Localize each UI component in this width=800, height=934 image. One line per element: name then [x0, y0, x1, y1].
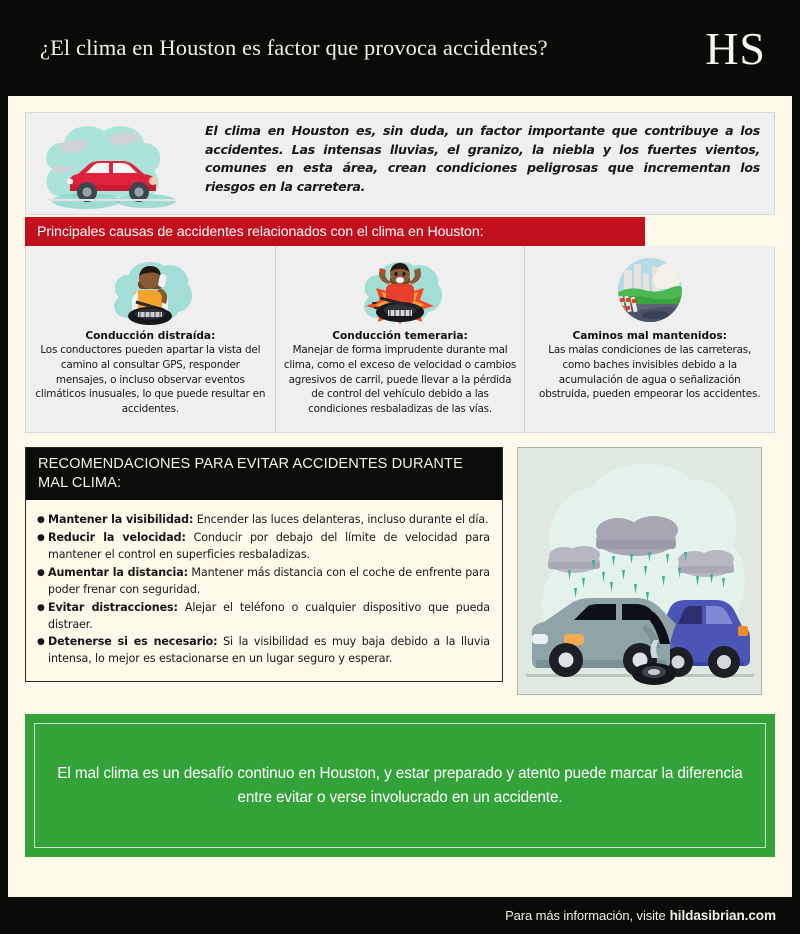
- conclusion-box: [25, 714, 775, 857]
- hs-logo: HS: [705, 23, 766, 74]
- recommendation-term: Aumentar la distancia:: [48, 565, 188, 579]
- cause-column-roads: [524, 246, 774, 432]
- bullet-icon: ●: [37, 567, 45, 578]
- page-footer: [0, 897, 800, 934]
- cause-body: Manejar de forma imprudente durante mal clima, como el exceso de velocidad o cambios agresivos de carril, puede llevar a la pérdida de control del vehículo debido a las condiciones resbaladizas de las vías.: [283, 344, 517, 416]
- recommendation-term: Evitar distracciones:: [48, 600, 178, 614]
- recommendations-list: [26, 500, 502, 681]
- bullet-icon: ●: [37, 637, 45, 648]
- intro-panel: [25, 112, 775, 215]
- damaged-road-flooded-icon: [533, 252, 766, 326]
- recommendation-text: [48, 512, 488, 529]
- cause-title: Caminos mal mantenidos:: [572, 330, 727, 342]
- recommendation-detail: Mantener más distancia con el coche de enfrente para poder frenar con seguridad.: [48, 565, 490, 596]
- bullet-icon: ●: [37, 602, 45, 613]
- cause-column-reckless: [275, 246, 525, 432]
- page-title: ¿El clima en Houston es factor que provoca accidentes?: [40, 35, 548, 61]
- recommendation-item: [37, 634, 490, 668]
- recommendation-detail: Alejar el teléfono o cualquier dispositivo que pueda distraer.: [48, 600, 490, 631]
- cause-title: Conducción distraída:: [85, 330, 216, 342]
- bullet-icon: ●: [37, 515, 45, 526]
- recommendations-heading: RECOMENDACIONES PARA EVITAR ACCIDENTES DURANTE MAL CLIMA:: [26, 448, 502, 500]
- footer-site-link[interactable]: hildasibrian.com: [669, 908, 776, 923]
- recommendation-term: Detenerse si es necesario:: [48, 635, 218, 649]
- recommendation-text: [48, 600, 490, 634]
- recommendation-term: Mantener la visibilidad:: [48, 513, 194, 527]
- recommendation-item: [37, 600, 490, 634]
- recommendations-box: [25, 447, 503, 682]
- recommendation-text: [48, 634, 490, 668]
- causes-banner-label: Principales causas de accidentes relacionados con el clima en Houston:: [37, 223, 484, 240]
- recommendation-term: Reducir la velocidad:: [48, 531, 186, 545]
- recommendation-text: [48, 565, 490, 599]
- footer-info: [479, 897, 800, 934]
- recommendation-item: [37, 530, 490, 564]
- distracted-driver-on-phone-icon: [34, 252, 267, 326]
- cause-body: Los conductores pueden apartar la vista del camino al consultar GPS, responder mensajes, o incluso observar eventos climáticos inusuales, lo que puede resultar en accidentes.: [35, 344, 266, 416]
- cause-body: Las malas condiciones de las carreteras, como baches invisibles debido a la acumulación de agua o señalización obstruida, pueden empeorar los accidentes.: [539, 344, 761, 401]
- bullet-icon: ●: [37, 533, 45, 544]
- recommendation-text: [48, 530, 490, 564]
- cause-column-distracted: [26, 246, 275, 432]
- recommendations-row: [25, 447, 775, 695]
- footer-prefix: Para más información, visite: [505, 908, 666, 923]
- recommendation-item: [37, 512, 490, 529]
- content-sheet: [8, 96, 792, 897]
- recommendation-detail: Conducir por debajo del límite de velocidad para mantener el control en superficies resbaladizas.: [48, 531, 490, 562]
- cause-title: Conducción temeraria:: [332, 330, 468, 342]
- page-header: [0, 0, 800, 96]
- intro-text: El clima en Houston es, sin duda, un factor importante que contribuye a los accidentes. Las intensas lluvias, el granizo, la niebla y los fuertes vientos, comunes en esta área, crean condiciones peligrosas que incrementan los riesgos en la carretera.: [205, 123, 760, 194]
- causes-banner: [25, 217, 645, 246]
- conclusion-text: El mal clima es un desafío continuo en Houston, y estar preparado y atento puede marcar la diferencia entre evitar o verse involucrado en un accidente.: [57, 764, 743, 806]
- two-cars-crash-in-rain-icon: [517, 447, 762, 695]
- red-car-with-clouds-icon: [26, 113, 201, 214]
- reckless-driver-stressed-icon: [284, 252, 517, 326]
- causes-columns: [25, 246, 775, 433]
- recommendation-detail: Si la visibilidad es muy baja debido a la lluvia intensa, lo mejor es estacionarse en un lugar seguro y esperar.: [48, 635, 490, 666]
- recommendation-item: [37, 565, 490, 599]
- recommendation-detail: Encender las luces delanteras, incluso durante el día.: [193, 513, 489, 527]
